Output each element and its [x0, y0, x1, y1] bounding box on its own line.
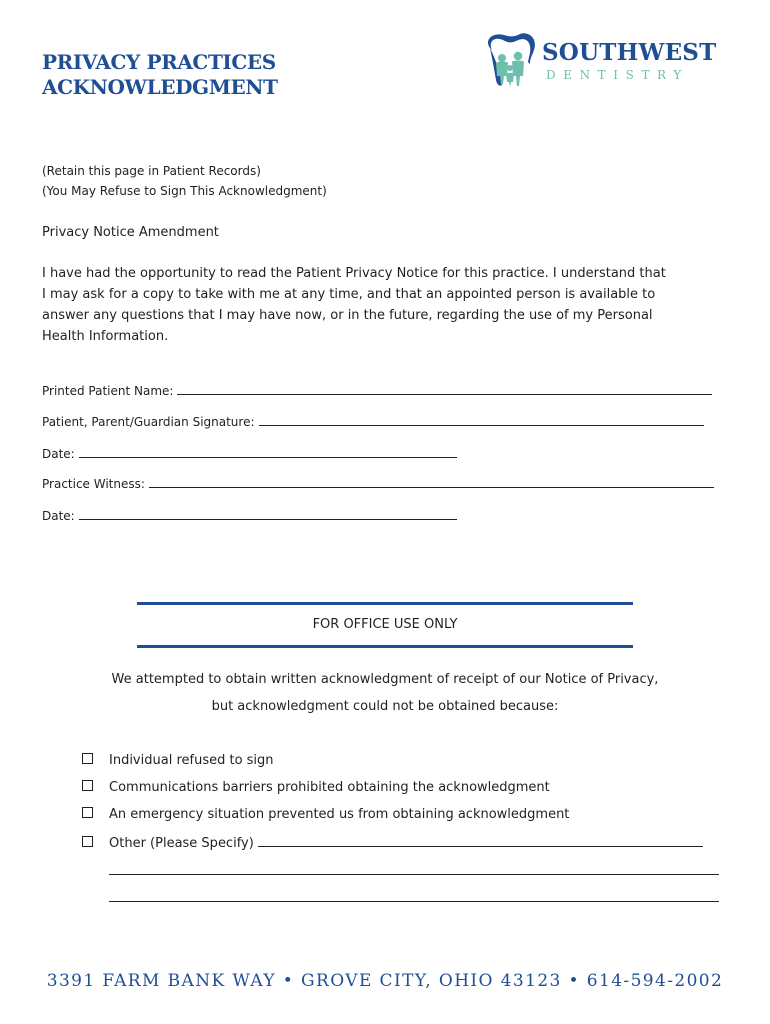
witness-label: Practice Witness: [42, 477, 145, 491]
option-barriers[interactable] [82, 780, 550, 795]
page-title [42, 50, 402, 100]
printed-name-line[interactable] [177, 383, 712, 395]
tooth-family-icon [482, 32, 540, 92]
paragraph-line: Health Information. [42, 329, 169, 344]
office-bottom-rule [137, 645, 633, 648]
checkbox[interactable] [82, 807, 93, 818]
refuse-note: (You May Refuse to Sign This Acknowledgment) [42, 184, 327, 198]
option-label: Other (Please Specify) [109, 836, 254, 851]
option-other[interactable] [82, 835, 703, 851]
office-intro-line-2: but acknowledgment could not be obtained because: [211, 699, 559, 714]
date-field-2[interactable] [42, 508, 457, 523]
date-line-2[interactable] [79, 508, 457, 520]
option-emergency[interactable] [82, 807, 569, 822]
date-field-1[interactable] [42, 446, 457, 461]
office-top-rule [137, 602, 633, 605]
option-label: Individual refused to sign [109, 753, 274, 768]
practice-logo [482, 32, 722, 92]
checkbox[interactable] [82, 780, 93, 791]
printed-name-label: Printed Patient Name: [42, 384, 174, 398]
signature-line[interactable] [259, 414, 704, 426]
title-line-2: ACKNOWLEDGMENT [42, 75, 278, 99]
paragraph-line: I have had the opportunity to read the Patient Privacy Notice for this practice. I understand that [42, 266, 666, 281]
office-use-title: FOR OFFICE USE ONLY [312, 617, 458, 632]
amendment-heading: Privacy Notice Amendment [42, 225, 219, 240]
other-specify-line-3[interactable] [109, 901, 719, 902]
paragraph-line: I may ask for a copy to take with me at any time, and that an appointed person is available to [42, 287, 656, 302]
paragraph-line: answer any questions that I may have now, or in the future, regarding the use of my Personal [42, 308, 653, 323]
option-label: An emergency situation prevented us from obtaining acknowledgment [109, 807, 570, 822]
checkbox[interactable] [82, 836, 93, 847]
acknowledgment-paragraph [42, 263, 732, 347]
date-line-1[interactable] [79, 446, 457, 458]
witness-field[interactable] [42, 476, 714, 491]
option-refused[interactable] [82, 753, 274, 768]
logo-subtitle: DENTISTRY [546, 68, 689, 82]
other-specify-line[interactable] [258, 835, 703, 847]
other-specify-line-2[interactable] [109, 874, 719, 875]
retain-note: (Retain this page in Patient Records) [42, 164, 261, 178]
title-line-1: PRIVACY PRACTICES [42, 50, 276, 74]
printed-name-field[interactable] [42, 383, 712, 398]
checkbox[interactable] [82, 753, 93, 764]
signature-field[interactable] [42, 414, 704, 429]
witness-line[interactable] [149, 476, 714, 488]
office-intro-line-1: We attempted to obtain written acknowledgment of receipt of our Notice of Privacy, [111, 672, 659, 687]
footer-address: 3391 FARM BANK WAY • GROVE CITY, OHIO 43123 • 614-594-2002 [46, 971, 724, 991]
date-label-2: Date: [42, 509, 75, 523]
signature-label: Patient, Parent/Guardian Signature: [42, 415, 255, 429]
logo-name: SOUTHWEST [542, 39, 717, 66]
option-label: Communications barriers prohibited obtaining the acknowledgment [109, 780, 550, 795]
date-label-1: Date: [42, 447, 75, 461]
